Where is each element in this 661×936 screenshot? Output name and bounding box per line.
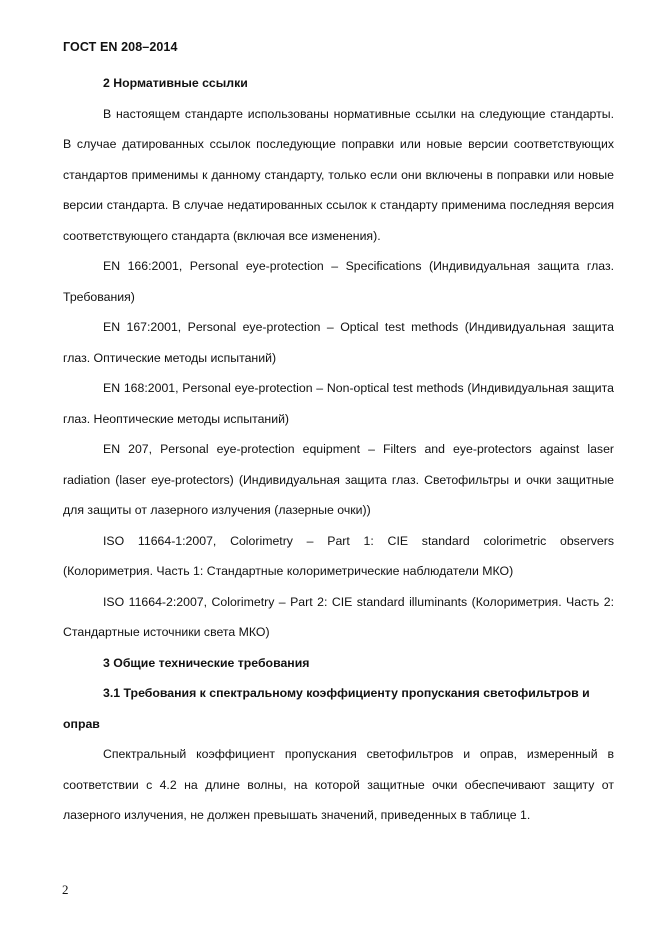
reference-iso-11664-1: ISO 11664-1:2007, Colorimetry – Part 1: CIE standard colorimetric observers (Колориметрия. Часть 1: Стандартные колориметрические наблюдатели МКО)	[63, 533, 614, 578]
reference-en-207: EN 207, Personal eye-protection equipment – Filters and eye-protectors against laser radiation (laser eye-protectors) (Индивидуальная защита глаз. Светофильтры и очки защитные для защиты от лазерного излучения (лазерные очки))	[63, 442, 614, 517]
reference-en-166: EN 166:2001, Personal eye-protection – Specifications (Индивидуальная защита глаз. Требования)	[63, 259, 614, 304]
reference-en-168: EN 168:2001, Personal eye-protection – Non-optical test methods (Индивидуальная защита глаз. Неоптические методы испытаний)	[63, 381, 614, 426]
reference-en-167: EN 167:2001, Personal eye-protection – Optical test methods (Индивидуальная защита глаз. Оптические методы испытаний)	[63, 320, 614, 365]
section-3-1-heading: 3.1 Требования к спектральному коэффициенту пропускания светофильтров и оправ	[63, 686, 590, 731]
document-header: ГОСТ EN 208–2014	[63, 40, 178, 54]
reference-iso-11664-2: ISO 11664-2:2007, Colorimetry – Part 2: CIE standard illuminants (Колориметрия. Часть 2: Стандартные источники света МКО)	[63, 594, 614, 639]
section-3-1-paragraph: Спектральный коэффициент пропускания светофильтров и оправ, измеренный в соответствии с 4.2 на длине волны, на которой защитные очки обеспечивают защиту от лазерного излучения, не должен превышать значений, приведенных в таблице 1.	[63, 747, 614, 822]
document-body	[63, 68, 614, 831]
section-3-heading: 3 Общие технические требования	[103, 655, 310, 670]
section-2-intro: В настоящем стандарте использованы нормативные ссылки на следующие стандарты. В случае датированных ссылок последующие поправки или новые версии соответствующих стандартов применимы к данному стандарту, только если они включены в поправки или новые версии стандарта. В случае недатированных ссылок к стандарту применима последняя версия соответствующего стандарта (включая все изменения).	[63, 106, 614, 243]
page-number: 2	[62, 882, 69, 897]
section-2-heading: 2 Нормативные ссылки	[103, 76, 248, 90]
